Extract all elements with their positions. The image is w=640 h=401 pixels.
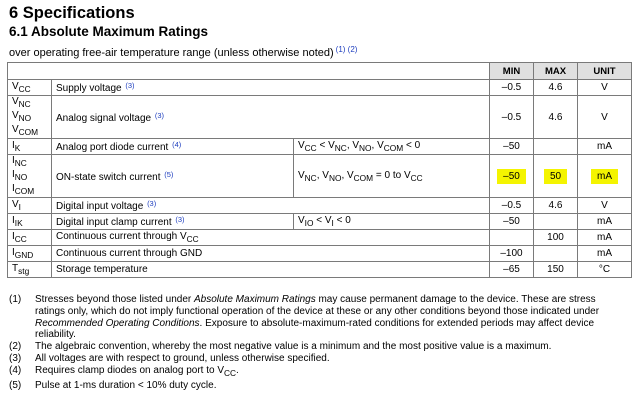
footnote-text: Pulse at 1-ms duration < 10% duty cycle.: [35, 379, 217, 391]
min-cell: –50: [490, 139, 534, 155]
max-cell: 150: [534, 262, 578, 278]
parameter-cell: [52, 155, 294, 198]
unit-cell: mA: [578, 214, 632, 230]
min-cell: –0.5: [490, 96, 534, 139]
header-max: MAX: [534, 63, 578, 80]
subtitle-footnote-refs[interactable]: (1) (2): [335, 45, 358, 54]
condition-cell: $V_{NC}$, $V_{NO}$, $V_{COM} = 0$ to $V_{CC}$: [294, 155, 490, 198]
table-row: [8, 139, 632, 155]
parameter-cell: [52, 246, 490, 262]
header-unit: UNIT: [578, 63, 632, 80]
footnote-item: [9, 365, 609, 380]
table-row: [8, 262, 632, 278]
footnote-ref[interactable]: (5): [164, 169, 174, 179]
table-row: [8, 155, 632, 198]
max-cell: [534, 214, 578, 230]
symbol-cell: $I_{NC}$ $I_{NO}$ $I_{COM}$: [8, 155, 52, 198]
footnote-ref[interactable]: (3): [125, 81, 135, 90]
min-cell: –0.5: [490, 198, 534, 214]
table-row: [8, 214, 632, 230]
footnote-ref[interactable]: (3): [154, 110, 165, 120]
header-blank-cell: [294, 63, 490, 80]
section-heading: 6 Specifications: [9, 4, 135, 22]
header-blank-cell: [52, 63, 294, 80]
parameter-name: Continuous current through GND: [56, 248, 203, 259]
table-row: [8, 246, 632, 262]
header-blank-cell: [8, 63, 52, 80]
footnote-text: Stresses beyond those listed under Absolute Maximum Ratings may cause permanent damage to the device. These are stress ratings only, which do not imply functional operation of the device at these or any other conditions beyond those indicated under Recommended Operating Conditions. Exposure to absolute-maximum-rated conditions for extended periods may affect device reliability.: [35, 294, 600, 341]
unit-cell: V: [578, 80, 632, 96]
parameter-name: Continuous current through $V_{CC}$: [56, 231, 199, 244]
unit-cell: V: [578, 198, 632, 214]
footnote-number: (2): [9, 341, 22, 353]
parameter-name: Storage temperature: [56, 264, 148, 275]
min-cell: –50: [490, 214, 534, 230]
highlight-mark: –50: [497, 169, 526, 184]
symbol-cell: $V_{CC}$: [8, 80, 52, 96]
parameter-cell: [52, 80, 490, 96]
max-cell: [534, 246, 578, 262]
footnote-ref[interactable]: (3): [175, 215, 185, 224]
footnote-number: (5): [9, 379, 22, 391]
parameter-cell: [52, 214, 294, 230]
table-row: [8, 96, 632, 139]
min-cell: [490, 155, 534, 198]
unit-cell: mA: [578, 246, 632, 262]
max-cell: 4.6: [534, 198, 578, 214]
symbol-cell: $I_{IK}$: [8, 214, 52, 230]
footnote-number: (4): [9, 364, 22, 376]
max-cell: 4.6: [534, 96, 578, 139]
table-row: [8, 230, 632, 246]
highlight-mark: 50: [544, 169, 567, 184]
min-cell: –65: [490, 262, 534, 278]
symbol-cell: $V_{NC}$ $V_{NO}$ $V_{COM}$: [8, 96, 52, 139]
symbol-cell: $I_K$: [8, 139, 52, 155]
parameter-cell: [52, 198, 490, 214]
symbol-cell: $T_{stg}$: [8, 262, 52, 278]
symbol-cell: $I_{GND}$: [8, 246, 52, 262]
max-cell: 4.6: [534, 80, 578, 96]
footnote-text: Requires clamp diodes on analog port to $V_{CC}$.: [35, 364, 239, 378]
max-cell: [534, 139, 578, 155]
max-cell: 100: [534, 230, 578, 246]
parameter-name: Supply voltage: [56, 83, 122, 94]
parameter-name: Analog port diode current: [56, 142, 169, 153]
parameter-cell: [52, 230, 490, 246]
table-row: [8, 80, 632, 96]
footnote-item: [9, 294, 609, 341]
min-cell: [490, 230, 534, 246]
footnote-number: (3): [9, 352, 22, 364]
header-min: MIN: [490, 63, 534, 80]
condition-cell: $V_{IO} < V_I < 0$: [294, 214, 490, 230]
parameter-name: Digital input voltage: [56, 201, 144, 212]
table-header-row: [8, 63, 632, 80]
highlight-mark: mA: [591, 169, 618, 184]
unit-cell: °C: [578, 262, 632, 278]
parameter-cell: [52, 96, 490, 139]
footnote-number: (1): [9, 294, 22, 305]
subsection-heading: 6.1 Absolute Maximum Ratings: [9, 24, 209, 39]
unit-cell: mA: [578, 230, 632, 246]
footnotes: [9, 294, 609, 391]
table-subtitle: [9, 45, 357, 59]
condition-cell: $V_{CC} < V_{NC}$, $V_{NO}$, $V_{COM} < 0$: [294, 139, 490, 155]
parameter-cell: [52, 262, 490, 278]
footnote-text: The algebraic convention, whereby the most negative value is a minimum and the most positive value is a maximum.: [35, 341, 552, 353]
max-cell: [534, 155, 578, 198]
footnote-item: [9, 380, 609, 392]
unit-cell: V: [578, 96, 632, 139]
unit-cell: mA: [578, 139, 632, 155]
parameter-name: Analog signal voltage: [56, 112, 152, 124]
parameter-name: ON-state switch current: [56, 171, 161, 183]
parameter-cell: [52, 139, 294, 155]
min-cell: –0.5: [490, 80, 534, 96]
subtitle-text: over operating free-air temperature range (unless otherwise noted): [9, 47, 334, 59]
symbol-cell: $I_{CC}$: [8, 230, 52, 246]
footnote-ref[interactable]: (4): [172, 140, 182, 149]
footnote-item: [9, 353, 609, 365]
symbol-cell: $V_I$: [8, 198, 52, 214]
footnote-text: All voltages are with respect to ground, unless otherwise specified.: [35, 352, 330, 364]
table-row: [8, 198, 632, 214]
footnote-ref[interactable]: (3): [147, 199, 157, 208]
footnote-item: [9, 341, 609, 353]
min-cell: –100: [490, 246, 534, 262]
unit-cell: [578, 155, 632, 198]
absolute-max-ratings-table: [7, 62, 632, 278]
parameter-name: Digital input clamp current: [56, 217, 172, 228]
